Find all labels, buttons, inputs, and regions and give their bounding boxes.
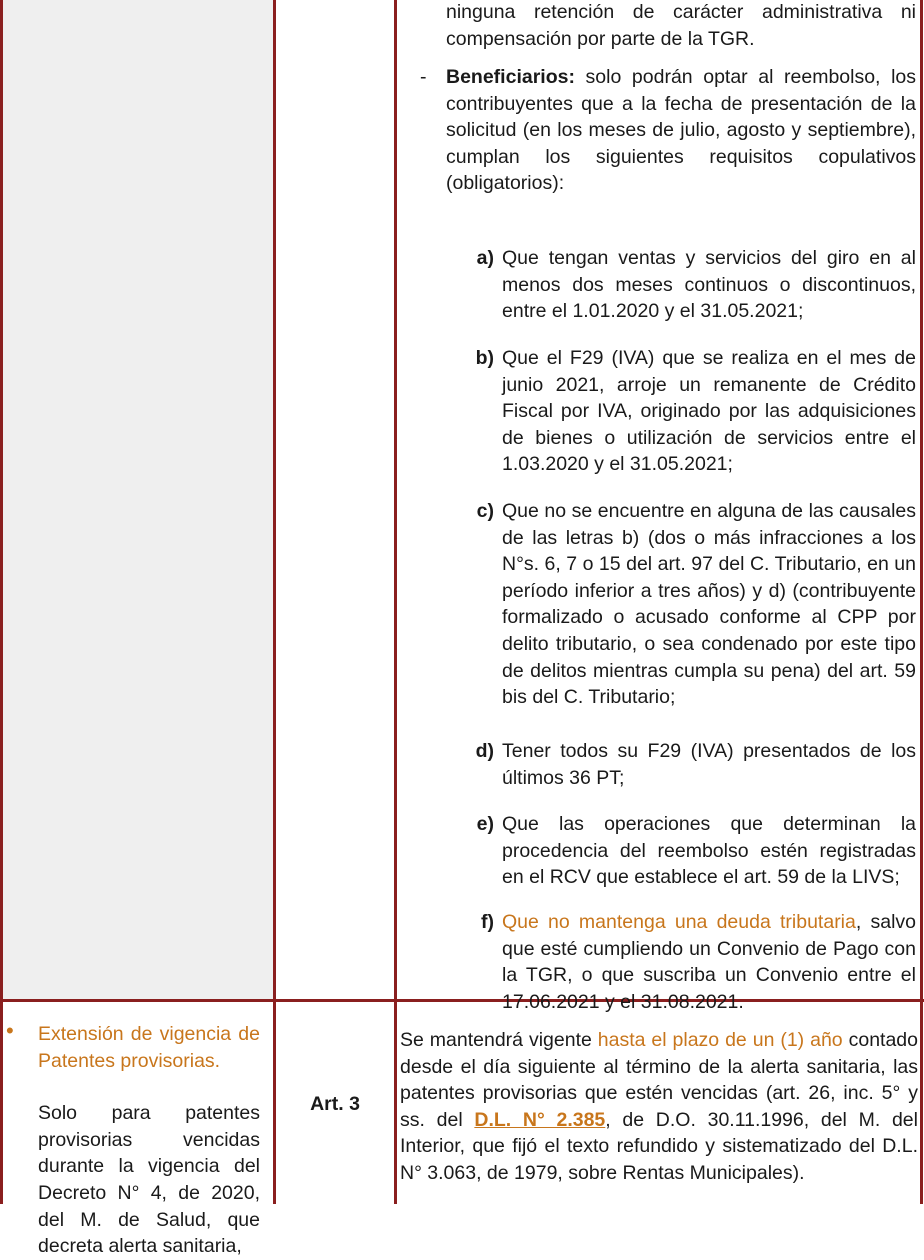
item-text: Que tengan ventas y servicios del giro en al menos dos meses continuos o discontinuos, entre el 1.01.2020 y el 31.05.2021; <box>502 247 916 323</box>
topic-description: Solo para patentes provisorias vencidas durante la vigencia del Decreto N° 4, de 2020, del M. de Salud, que decreta alerta sanitaria, <box>38 1102 260 1258</box>
requirement-d <box>462 738 918 791</box>
body-text: Se mantendrá vigente <box>400 1029 598 1051</box>
requirement-a <box>462 245 918 325</box>
dash-marker: - <box>420 66 427 88</box>
item-label: c) <box>476 500 494 522</box>
item-label: a) <box>476 247 494 269</box>
beneficiarios-text <box>446 64 916 197</box>
table-border-right <box>920 0 923 1204</box>
table-border-col1 <box>273 0 276 1204</box>
topic-title: Extensión de vigencia de Patentes provisorias. <box>38 1023 260 1072</box>
body-text: contado desde el día siguiente al término de la alerta sanitaria, las patentes provisorias que estén vencidas (art. 26, inc. 5° y ss. del <box>400 1029 918 1131</box>
article-body-cell <box>398 1027 918 1187</box>
intro-text: ninguna retención de carácter administrativa ni compensación por parte de la TGR. <box>446 1 916 50</box>
article-label: Art. 3 <box>310 1093 360 1115</box>
topic-cell <box>38 1023 260 1260</box>
table-border-col2 <box>394 0 397 1204</box>
item-text: Que no se encuentre en alguna de las causales de las letras b) (dos o más infracciones a los N°s. 6, 7 o 15 del art. 97 del C. Tributario, en un período inferior a tres años) y d) (contribuyente formalizado o acusado conforme al CPP por delito tributario, o sea condenado por este tipo de delitos mientras cumpla su pena) del art. 59 bis del C. Tributario; <box>502 500 916 709</box>
article-body <box>400 1027 918 1187</box>
highlight-text: hasta el plazo de un (1) año <box>597 1029 843 1051</box>
item-label: b) <box>475 347 494 369</box>
beneficiarios-heading: Beneficiarios: <box>446 66 575 88</box>
requirement-f <box>462 909 918 1015</box>
beneficiarios-block <box>398 64 916 197</box>
requirement-e <box>462 811 918 891</box>
item-text <box>502 909 916 1015</box>
decree-link[interactable]: D.L. N° 2.385 <box>474 1108 606 1131</box>
shaded-cell <box>3 0 273 999</box>
item-text: Que el F29 (IVA) que se realiza en el mes de junio 2021, arroje un remanente de Crédito Fiscal por IVA, originado por las adquisiciones de bienes o utilización de servicios entre el 1.03.2020 y el 31.05.2021; <box>502 347 916 476</box>
bullet-marker: • <box>6 1018 14 1043</box>
item-text: Tener todos su F29 (IVA) presentados de los últimos 36 PT; <box>502 740 916 789</box>
beneficiarios-body: solo podrán optar al reembolso, los contribuyentes que a la fecha de presentación de la solicitud (en los meses de julio, agosto y septiembre), cumplan los siguientes requisitos copulativos (obligatorios): <box>446 66 916 195</box>
table-border-left <box>0 0 3 1204</box>
item-text: Que las operaciones que determinan la procedencia del reembolso estén registradas en el RCV que establece el art. 59 de la LIVS; <box>502 813 916 889</box>
item-body: , salvo que esté cumpliendo un Convenio de Pago con la TGR, o que suscriba un Convenio entre el 17.06.2021 y el 31.08.2021. <box>502 911 917 1013</box>
requirement-b <box>462 345 918 478</box>
requirement-c <box>462 498 918 711</box>
body-text: , de D.O. 30.11.1996, del M. del Interior, que fijó el texto refundido y sistematizado del D.L. N° 3.063, de 1979, sobre Rentas Municipales). <box>400 1108 918 1184</box>
highlight-text: Que no mantenga una deuda tributaria <box>502 911 856 933</box>
item-label: e) <box>476 813 494 835</box>
item-label: d) <box>475 740 494 762</box>
item-label: f) <box>481 911 494 933</box>
